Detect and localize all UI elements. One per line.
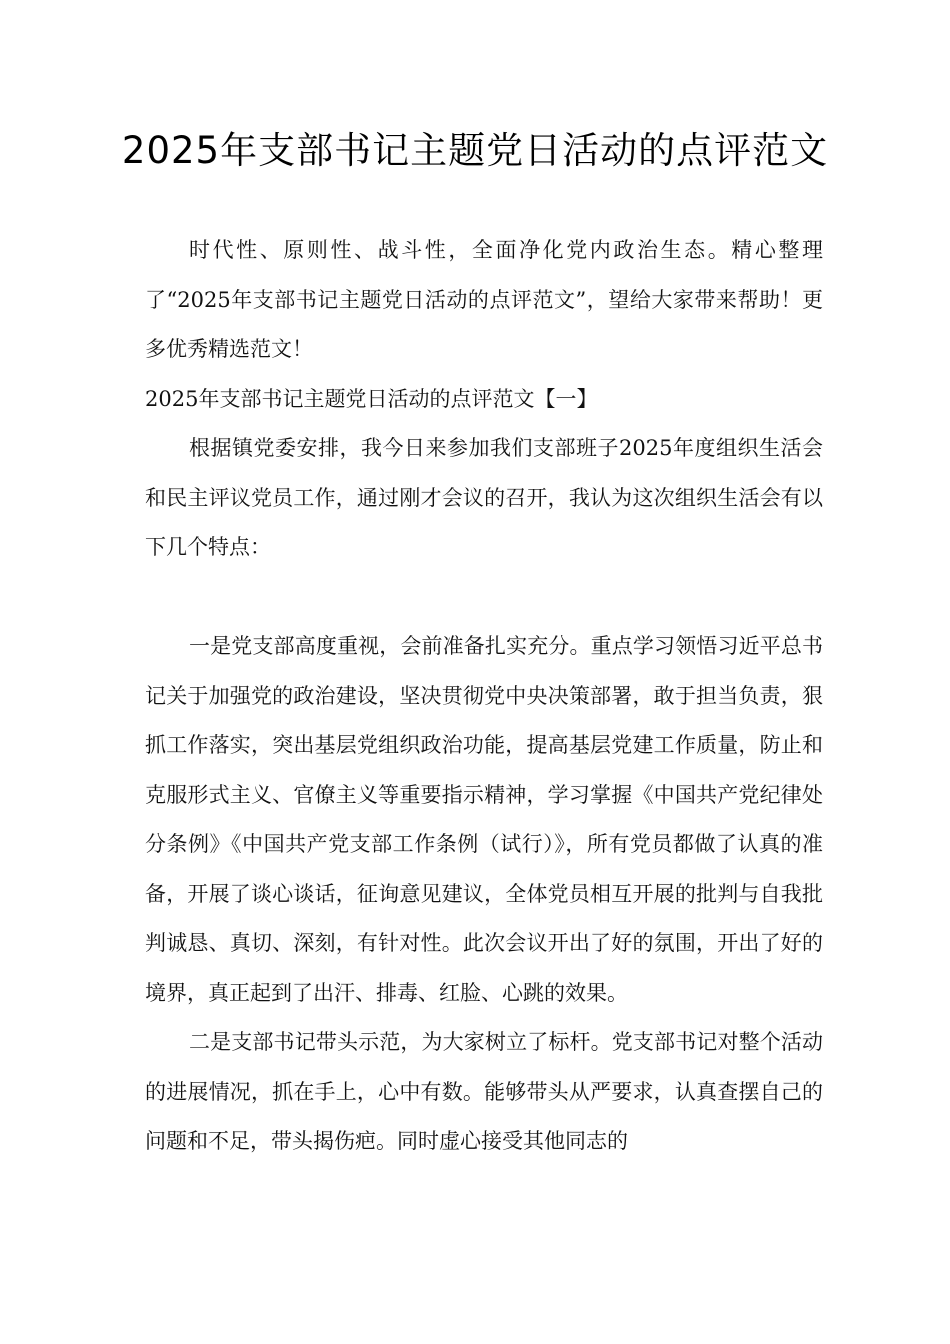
document-title: 2025年支部书记主题党日活动的点评范文 bbox=[121, 129, 829, 172]
paragraph-1: 根据镇党委安排，我今日来参加我们支部班子2025年度组织生活会和民主评议党员工作，通过刚才会议的召开，我认为这次组织生活会有以下几个特点： bbox=[145, 436, 823, 559]
paragraph-3: 二是支部书记带头示范，为大家树立了标杆。党支部书记对整个活动的进展情况，抓在手上，心中有数。能够带头从严要求，认真查摆自己的问题和不足，带头揭伤疤。同时虚心接受其他同志的 bbox=[145, 1030, 823, 1153]
intro-paragraph: 时代性、原则性、战斗性，全面净化党内政治生态。精心整理了“2025年支部书记主题党日活动的点评范文”，望给大家带来帮助！更多优秀精选范文！ bbox=[145, 238, 823, 361]
section-heading: 2025年支部书记主题党日活动的点评范文【一】 bbox=[145, 386, 598, 411]
document-body bbox=[145, 226, 823, 1167]
blank-line bbox=[145, 573, 823, 623]
paragraph-2: 一是党支部高度重视，会前准备扎实充分。重点学习领悟习近平总书记关于加强党的政治建设，坚决贯彻党中央决策部署，敢于担当负责，狠抓工作落实，突出基层党组织政治功能，提高基层党建工作质量，防止和克服形式主义、官僚主义等重要指示精神，学习掌握《中国共产党纪律处分条例》《中国共产党支部工作条例（试行）》，所有党员都做了认真的准备，开展了谈心谈话，征询意见建议，全体党员相互开展的批判与自我批判诚恳、真切、深刻，有针对性。此次会议开出了好的氛围，开出了好的境界，真正起到了出汗、排毒、红脸、心跳的效果。 bbox=[145, 634, 823, 1005]
